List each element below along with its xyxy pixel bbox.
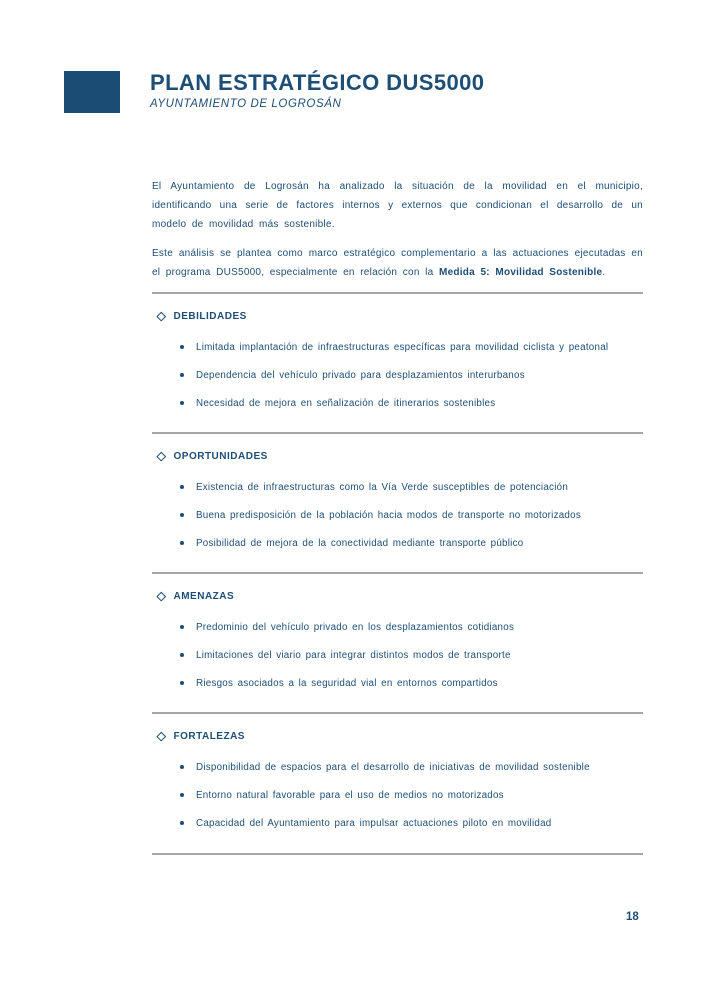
list-item-text: Predominio del vehículo privado en los desplazamientos cotidianos [196,621,515,633]
bullet-list [152,753,643,837]
section-heading-label: FORTALEZAS [173,731,245,742]
intro-paragraph-2 [152,244,643,282]
document-header [150,71,484,110]
list-item-text: Posibilidad de mejora de la conectividad mediante transporte público [196,537,524,549]
section-heading [152,574,643,602]
logo-square [64,71,120,113]
page-title: PLAN ESTRATÉGICO DUS5000 [150,70,485,95]
page-number: 18 [626,911,639,923]
list-item [152,473,643,501]
section-heading-label: DEBILIDADES [173,311,247,322]
list-item-text: Limitada implantación de infraestructuras específicas para movilidad ciclista y peatonal [196,341,609,353]
filled-circle-icon [180,513,184,517]
diamond-outline-icon [157,732,166,741]
swot-sections [152,292,643,855]
list-item [152,361,643,389]
list-item [152,333,643,361]
filled-circle-icon [180,345,184,349]
filled-circle-icon [180,541,184,545]
list-item-text: Limitaciones del viario para integrar distintos modos de transporte [196,649,511,661]
section-heading [152,714,643,742]
section-heading-label: OPORTUNIDADES [173,451,268,462]
section-heading [152,434,643,462]
list-item-text: Disponibilidad de espacios para el desarrollo de iniciativas de movilidad sostenible [196,761,590,773]
intro-paragraph-2-text: Este análisis se plantea como marco estratégico complementario a las actuaciones ejecutadas en el programa DUS5000, especialmente en relación con la [152,248,643,278]
list-item [152,613,643,641]
filled-circle-icon [180,625,184,629]
filled-circle-icon [180,485,184,489]
filled-circle-icon [180,793,184,797]
list-item [152,389,643,417]
intro-paragraph-2-period: . [602,267,606,278]
section-oportunidades [152,432,643,572]
list-item-text: Dependencia del vehículo privado para desplazamientos interurbanos [196,369,525,381]
intro-paragraph-1: El Ayuntamiento de Logrosán ha analizado la situación de la movilidad en el municipio, identificando una serie de factores internos y externos que condicionan el desarrollo de un modelo de movilidad más sostenible. [152,181,643,230]
filled-circle-icon [180,681,184,685]
filled-circle-icon [180,401,184,405]
list-item-text: Existencia de infraestructuras como la Vía Verde susceptibles de potenciación [196,481,569,493]
filled-circle-icon [180,653,184,657]
section-heading [152,294,643,322]
diamond-outline-icon [157,592,166,601]
section-divider [152,853,643,855]
filled-circle-icon [180,821,184,825]
filled-circle-icon [180,373,184,377]
list-item [152,669,643,697]
section-fortalezas [152,712,643,852]
section-amenazas [152,572,643,712]
list-item [152,529,643,557]
bullet-list [152,333,643,417]
filled-circle-icon [180,765,184,769]
diamond-outline-icon [157,312,166,321]
list-item [152,809,643,837]
intro-paragraph-2-bold: Medida 5: Movilidad Sostenible [438,267,603,278]
list-item-text: Buena predisposición de la población hacia modos de transporte no motorizados [196,509,581,521]
list-item-text: Entorno natural favorable para el uso de medios no motorizados [196,789,504,801]
list-item-text: Capacidad del Ayuntamiento para impulsar actuaciones piloto en movilidad [196,817,552,829]
diamond-outline-icon [157,452,166,461]
list-item-text: Necesidad de mejora en señalización de itinerarios sostenibles [196,397,496,409]
section-heading-label: AMENAZAS [173,591,235,602]
intro-paragraphs [152,177,643,292]
page-subtitle: AYUNTAMIENTO DE LOGROSÁN [150,98,342,110]
list-item [152,641,643,669]
list-item [152,781,643,809]
section-debilidades [152,292,643,432]
list-item [152,753,643,781]
list-item-text: Riesgos asociados a la seguridad vial en entornos compartidos [196,677,498,689]
bullet-list [152,613,643,697]
list-item [152,501,643,529]
bullet-list [152,473,643,557]
